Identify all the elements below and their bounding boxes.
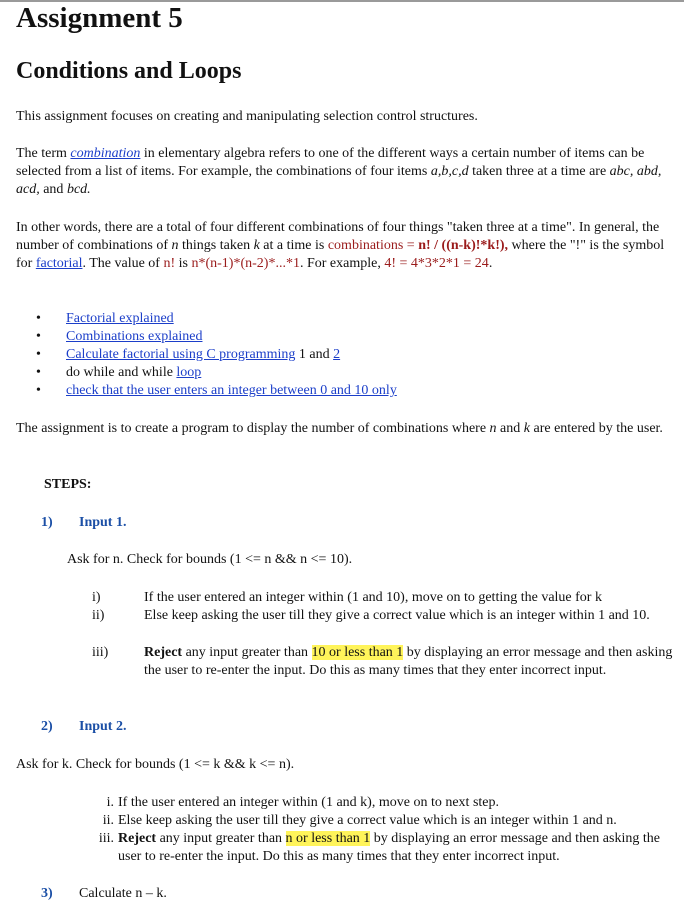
step-1-item-marker: iii) xyxy=(92,645,109,660)
loop-link[interactable]: loop xyxy=(176,365,202,380)
assignment-paragraph: The assignment is to create a program to display the number of combinations where n and k are entered by the user. xyxy=(16,421,663,436)
step-1-item: If the user entered an integer within (1 and 10), move on to getting the value for k xyxy=(144,590,602,605)
formula-paragraph: In other words, there are a total of four different combinations of four things "taken three at a time". In general, the number of combinations of n things taken k at a time is combinations = n! / ((n-k)!*k!), where the "!" is the symbol for factorial. The value of n! is n*(n-1)*(n-2)*...*1. For example, 4! = 4*3*2*1 = 24. xyxy=(16,220,665,271)
step-1-item-marker: i) xyxy=(92,590,101,605)
integer-check-link[interactable]: check that the user enters an integer between 0 and 10 only xyxy=(66,383,397,398)
list-item: • Combinations explained xyxy=(36,329,203,344)
section-heading: Conditions and Loops xyxy=(16,58,242,84)
step-3-text: Calculate n – k. xyxy=(79,886,167,901)
combination-paragraph: The term combination in elementary algebra refers to one of the different ways a certain number of items can be selected from a list of items. For example, the combinations of four items a,b,c,d taken three at a time are abc, abd, acd, and bcd. xyxy=(16,146,662,197)
step-2-item: If the user entered an integer within (1 and k), move on to next step. xyxy=(118,795,499,810)
step-2-item-marker: iii. xyxy=(98,831,114,846)
step-1-item: Reject any input greater than 10 or less than 1 by displaying an error message and then asking the user to re-enter the input. Do this as many times that they enter incorrect input. xyxy=(144,645,673,678)
step-2-description: Ask for k. Check for bounds (1 <= k && k <= n). xyxy=(16,757,295,772)
factorial-c-link-2[interactable]: 2 xyxy=(333,347,341,362)
step-2-title: Input 2. xyxy=(79,719,127,734)
step-1-item-marker: ii) xyxy=(92,608,105,623)
list-item: • do while and while loop xyxy=(36,365,202,380)
step-2-item: Else keep asking the user till they give a correct value which is an integer within 1 and n. xyxy=(118,813,617,828)
highlight: 10 or less than 1 xyxy=(311,645,404,660)
intro-paragraph: This assignment focuses on creating and manipulating selection control structures. xyxy=(16,109,478,124)
step-2-item-marker: ii. xyxy=(102,813,114,828)
step-2-number: 2) xyxy=(41,719,53,734)
list-item: • check that the user enters an integer between 0 and 10 only xyxy=(36,383,397,398)
list-item: • Factorial explained xyxy=(36,311,174,326)
factorial-link[interactable]: factorial xyxy=(35,256,83,271)
step-2-item-marker: i. xyxy=(106,795,114,810)
resource-links-list xyxy=(36,310,676,400)
step-3-number: 3) xyxy=(41,886,53,901)
factorial-explained-link[interactable]: Factorial explained xyxy=(66,311,174,326)
page-title: Assignment 5 xyxy=(16,2,183,34)
steps-label: STEPS: xyxy=(44,477,92,492)
combination-link[interactable]: combination xyxy=(70,146,141,161)
step-2-item: Reject any input greater than n or less than 1 by displaying an error message and then asking the user to re-enter the input. Do this as many times that they enter incorrect input. xyxy=(118,831,660,864)
list-item: • Calculate factorial using C programming 1 and 2 xyxy=(36,347,341,362)
step-1-title: Input 1. xyxy=(79,515,127,530)
combinations-explained-link[interactable]: Combinations explained xyxy=(66,329,203,344)
step-1-number: 1) xyxy=(41,515,53,530)
step-1-description: Ask for n. Check for bounds (1 <= n && n <= 10). xyxy=(67,552,353,567)
highlight: n or less than 1 xyxy=(285,831,371,846)
factorial-c-link[interactable]: Calculate factorial using C programming xyxy=(66,347,296,362)
step-1-item: Else keep asking the user till they give a correct value which is an integer within 1 and 10. xyxy=(144,608,650,623)
